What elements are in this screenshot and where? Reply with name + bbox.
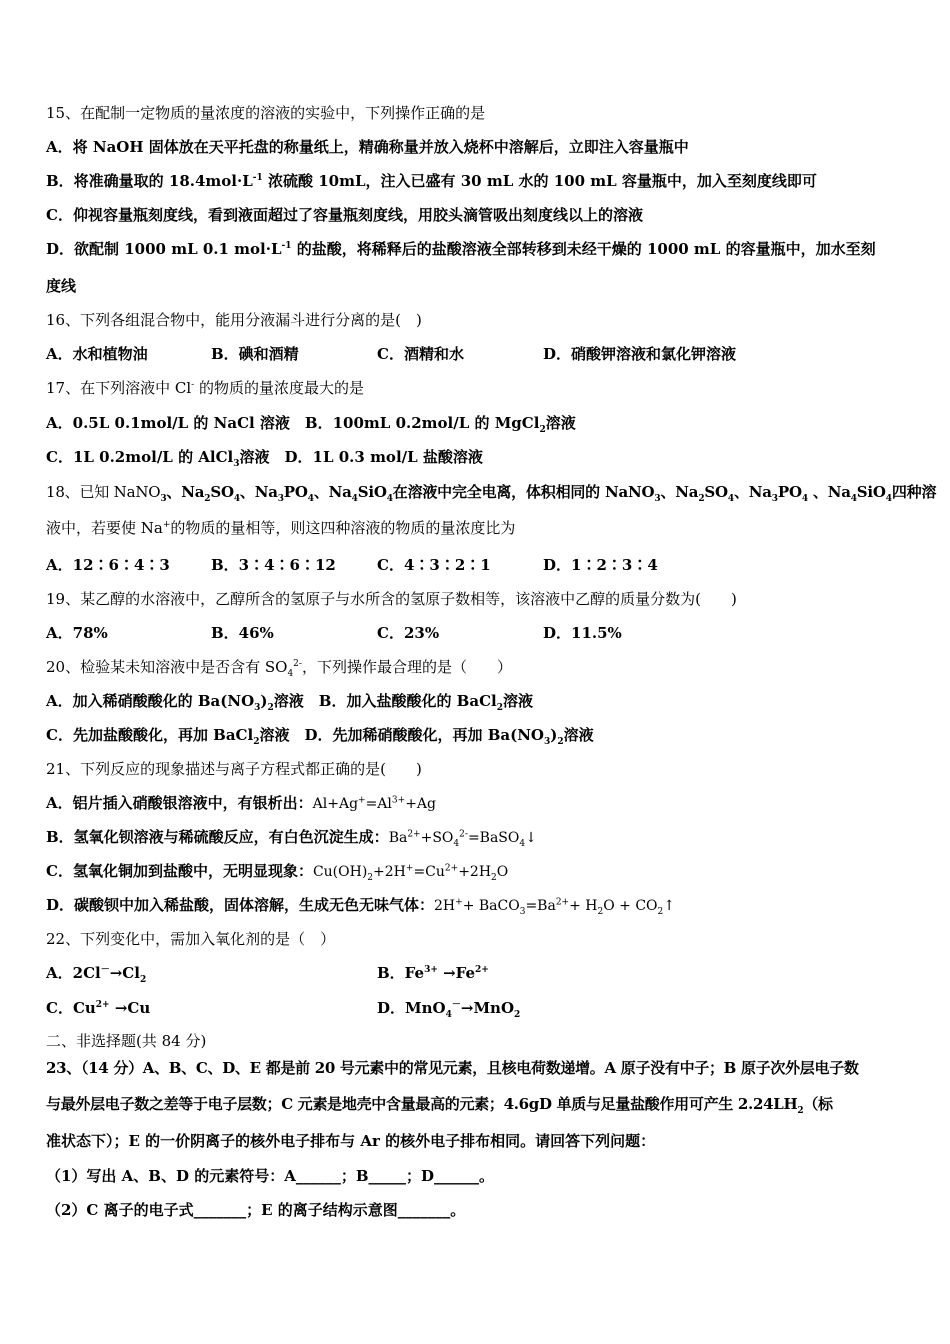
q23-part1: （1）写出 A、B、D 的元素符号：A______；B_____；D______。 [46,1167,495,1185]
q16-stem: 16、下列各组混合物中，能用分液漏斗进行分离的是( ) [46,311,422,329]
q19-option-d: D．11.5% [543,624,622,642]
q16-option-b: B．碘和酒精 [211,345,299,363]
q15-option-a: A．将 NaOH 固体放在天平托盘的称量纸上，精确称量并放入烧杯中溶解后，立即注入容量瓶中 [46,138,689,156]
q22-option-d: D．MnO$_4$－→MnO$_2$ [377,999,521,1020]
q21-option-a: A．铝片插入硝酸银溶液中，有银析出：$Al+Ag^+=Al^{3+}+Ag$ [46,794,436,812]
q15-stem: 15、在配制一定物质的量浓度的溶液的实验中，下列操作正确的是 [46,104,486,122]
q16-option-c: C．酒精和水 [377,345,464,363]
q16-option-d: D．硝酸钾溶液和氯化钾溶液 [543,345,737,363]
q18-option-c: C．4∶3∶2∶1 [377,556,491,574]
q19-stem: 19、某乙醇的水溶液中，乙醇所含的氢原子与水所含的氢原子数相等，该溶液中乙醇的质量分数为( ) [46,590,737,608]
q19-option-c: C．23% [377,624,440,642]
q15-option-c: C．仰视容量瓶刻度线，看到液面超过了容量瓶刻度线，用胶头滴管吸出刻度线以上的溶液 [46,206,643,224]
q15-option-d-cont: 度线 [46,277,77,295]
q22-option-c: C．$Cu^{2+} \to Cu$ [46,999,151,1017]
q17-options-cd: C．1L 0.2mol/L 的 AlCl$_3$溶液 D．1L 0.3 mol/L 盐酸溶液 [46,448,483,469]
q18-option-a: A．12∶6∶4∶3 [46,556,170,574]
q18-option-d: D．1∶2∶3∶4 [543,556,658,574]
q22-option-a: A．$2Cl^-\to Cl_2$ [46,964,147,985]
q20-options-ab: A．加入稀硝酸酸化的 $Ba(NO_3)_2$溶液 B．加入盐酸酸化的 BaCl$_2$溶液 [46,692,533,713]
q23-part2: （2）C 离子的电子式_______；E 的离子结构示意图_______。 [46,1201,466,1219]
q18-stem-line1: 18、已知 NaNO$_3$、$Na_2SO_4$、$Na_3PO_4$、$Na_4SiO_4$在溶液中完全电离，体积相同的 NaNO$_3$、$Na_2SO_4$、$Na_3PO_4$ 、$Na_4SiO_4$四种溶 [46,483,937,504]
q17-stem: 17、在下列溶液中 Cl- 的物质的量浓度最大的是 [46,379,364,397]
q18-option-b: B．3∶4∶6∶12 [211,556,336,574]
q21-option-c: C．氢氧化铜加到盐酸中，无明显现象：$Cu(OH)_2+2H^+=Cu^{2+}+2H_2O$ [46,862,509,883]
q22-option-b: B．$Fe^{3+} \to Fe^{2+}$ [377,964,489,982]
q20-options-cd: C．先加盐酸酸化，再加 BaCl$_2$溶液 D．先加稀硝酸酸化，再加 $Ba(NO_3)_2$溶液 [46,726,594,747]
q19-option-a: A．78% [46,624,108,642]
q23-line3: 准状态下）；E 的一价阴离子的核外电子排布与 Ar 的核外电子排布相同。请回答下列问题： [46,1132,656,1150]
q21-option-b: B．氢氧化钡溶液与稀硫酸反应，有白色沉淀生成：$Ba^{2+}+SO_4^{2-}=BaSO_4↓$ [46,828,537,849]
q22-stem: 22、下列变化中，需加入氧化剂的是（ ） [46,930,336,948]
q23-line1: 23、（14 分）A、B、C、D、E 都是前 20 号元素中的常见元素，且核电荷数递增。A 原子没有中子；B 原子次外层电子数 [46,1059,859,1077]
q23-line2: 与最外层电子数之差等于电子层数；C 元素是地壳中含量最高的元素；4.6gD 单质与足量盐酸作用可产生 $2.24LH_2$（标 [46,1095,833,1116]
q21-option-d: D．碳酸钡中加入稀盐酸，固体溶解，生成无色无味气体：$2H^++ BaCO_3=Ba^{2+}+ H_2O$ + $CO_2↑$ [46,896,675,917]
q19-option-b: B．46% [211,624,274,642]
q15-option-b: B．将准确量取的 $18.4mol\cdot L^{-1}$ 浓硫酸 10mL，注入已盛有 30 mL 水的 100 mL 容量瓶中，加入至刻度线即可 [46,172,817,190]
q18-stem-line2: 液中，若要使 Na+的物质的量相等，则这四种溶液的物质的量浓度比为 [46,519,516,537]
q15-option-d: D．欲配制 1000 mL 0.1 $mol\cdot L^{-1}$ 的盐酸，将稀释后的盐酸溶液全部转移到未经干燥的 1000 mL 的容量瓶中，加水至刻 [46,240,876,258]
q17-options-ab: A．0.5L 0.1mol/L 的 NaCl 溶液 B．100mL 0.2mol/L 的 MgCl$_2$溶液 [46,414,576,435]
q16-option-a: A．水和植物油 [46,345,148,363]
section-2-heading: 二、非选择题(共 84 分) [46,1032,207,1050]
q21-stem: 21、下列反应的现象描述与离子方程式都正确的是( ) [46,760,422,778]
q20-stem: 20、检验某未知溶液中是否含有 $SO_4^{2-}$，下列操作最合理的是（ ） [46,658,512,679]
